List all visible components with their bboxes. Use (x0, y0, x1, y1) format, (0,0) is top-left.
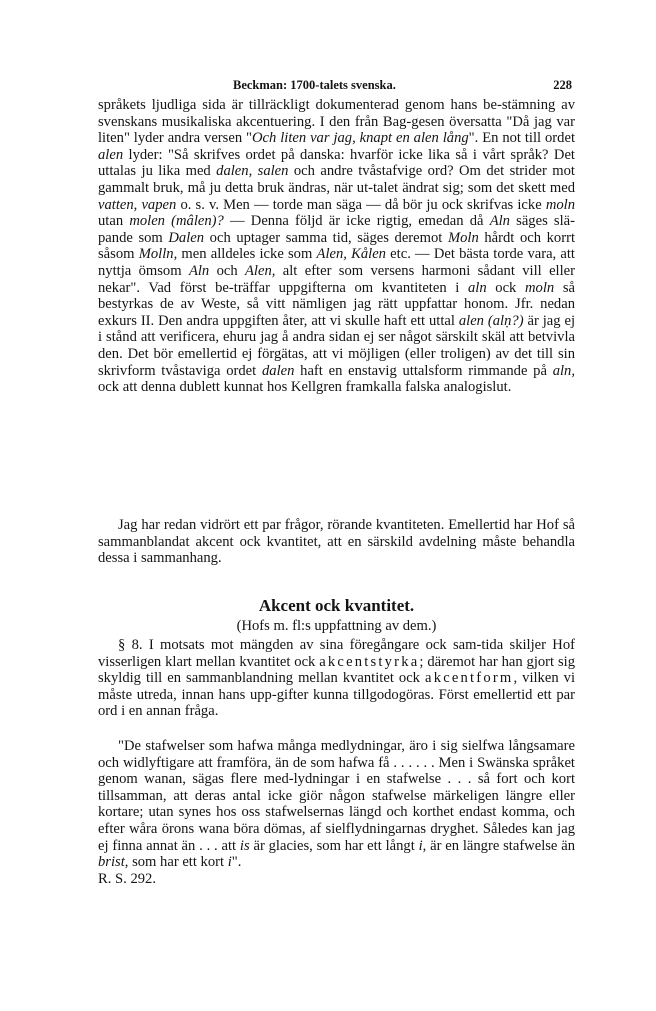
italic-run: brist (98, 854, 125, 871)
text-run: etc. — Det bästa torde vara, att nyttja ömsom (98, 246, 575, 279)
paragraph-section-8 (98, 637, 575, 720)
italic-run: aln, (552, 362, 575, 379)
italic-run: is (239, 837, 250, 854)
text-run: "De stafwelser som hafwa många medlydningar, äro i sig sielfwa långsamare och widlyftigare att framföra, än de som hafwa få . . . . . . Men i Swänska språket genom wanan, sägas flere med-lydningar i en stafwelse . . . så fort och kort tillsamman, att deras antal icke giör någon stafwelse märkeligen längre eller kortare; utan synes hos oss stafwelsernas längd och korthet endast komma, och efter wåra örons wana böra dömas, af sielflydningarnas dryghet. Således kan jag ej finna annat än . . . att (98, 738, 575, 854)
text-run: är jag ej i stånd att verificera, ehuru jag å andra sidan ej ser något särskilt skäl att betvivla den. Det bör emellertid ej förgätas, att vi möjligen (eller troligen) av det till sin skrivform tvåstaviga ordet (98, 312, 575, 379)
spaced-term: akcentstyrka (319, 653, 420, 670)
italic-run: salen (257, 163, 289, 180)
text-run: , (133, 196, 142, 213)
italic-run: dalen (216, 163, 249, 180)
paragraph-kellgren-aln (98, 97, 575, 396)
text-run: lyder: "Så skrifves ordet på danska: hvarför icke lika så i vårt språk? Det uttalas ju lika med (98, 146, 575, 180)
text-run: utan (98, 213, 130, 230)
italic-run: molen (mâlen)? (129, 213, 224, 230)
text-run: alt efter som versens harmoni sådant vill eller nekar". Vad först be-träffar uppgifterna om kvantiteten i (98, 262, 575, 296)
text-run: hårdt och korrt såsom (98, 229, 576, 263)
italic-run: i (227, 854, 232, 871)
citation-reference: R. S. 292. (98, 870, 156, 887)
italic-run: vapen (141, 196, 177, 213)
text-run: , som har ett kort (124, 854, 228, 871)
text-run: , är en längre stafwelse än (422, 837, 575, 854)
text-run: ock att denna dublett kunnat hos Kellgren framkalla falska analogislut. (98, 379, 512, 396)
text-run: språkets ljudliga sida är tillräckligt dokumenterad genom hans be-stämning av svenskans musikaliska akcentuering. I den från Bag-gesen översatta "Då jag var liten" lyder andra versen " (98, 97, 575, 147)
italic-run: vatten (98, 196, 134, 213)
italic-run: Alen, (245, 262, 276, 279)
text-run: — Denna följd är icke rigtig, emedan då (223, 213, 490, 230)
italic-run: Och liten var jag, knapt en alen lång (252, 130, 469, 147)
italic-run: moln (525, 279, 555, 296)
text-run: ". (231, 854, 242, 871)
text-run: ". En not till ordet (468, 130, 575, 147)
italic-run: alen (98, 146, 124, 163)
section-heading: Akcent ock kvantitet. (258, 596, 415, 615)
italic-run: dalen (261, 362, 295, 379)
italic-run: Alen, Kålen (316, 246, 386, 263)
section-subheading: (Hofs m. fl:s uppfattning av dem.) (236, 618, 437, 634)
text-run: och uptager samma tid, säges deremot (204, 229, 448, 246)
text-run: och andre tvåstafvige ord? Om det strider mot gammalt bruk, må ju detta bruk ändras, när ut-talet ändrat sig; som det skett med (98, 163, 575, 196)
text-run: haft en enstavig uttalsform rimmande på (294, 362, 553, 379)
italic-run: Dalen (168, 229, 205, 246)
running-header (98, 78, 572, 96)
page-number: 228 (553, 78, 572, 92)
text-run: ; däremot har han gjort sig skyldig till en sammanblandning mellan kvantitet ock (98, 653, 575, 687)
spaced-term: akcentform (425, 670, 514, 687)
text-run: ock (486, 279, 526, 296)
italic-run: Moln (447, 229, 479, 246)
text-run: , (248, 163, 258, 180)
block-quotation (98, 738, 575, 887)
running-title: Beckman: 1700-talets svenska. (233, 78, 396, 92)
text-run: säges slä-pande som (98, 213, 576, 246)
italic-run: aln (467, 279, 487, 296)
text-run: och (209, 262, 246, 279)
paragraph-kvantiteten: Jag har redan vidrört ett par frågor, rörande kvantiteten. Emellertid har Hof så sammanblandat akcent ock kvantitet, att en särskild avdelning måste behandla dessa i sammanhang. (98, 517, 575, 567)
text-run: o. s. v. Men — torde man säga — då bör ju ock skrifvas icke (176, 196, 546, 213)
text-run: , vilken vi måste utreda, innan hans upp-gifter kunna tillgodogöras. Först emellertid ett par ord i en annan fråga. (98, 670, 575, 720)
italic-run: Molln (138, 246, 174, 263)
text-run: , men alldeles icke som (173, 246, 317, 263)
text-run: så bestyrkas de av Weste, så vitt nämligen jag rätt uppfattar honom. Jfr. nedan exkurs II. Den andra uppgiften åter, att vi skulle haft ett uttal (98, 279, 576, 329)
italic-run: moln (545, 196, 575, 213)
text-run: § 8. I motsats mot mängden av sina föregångare ock sam-tida skiljer Hof visserligen klart mellan kvantitet ock (98, 637, 575, 670)
italic-run: Aln (489, 213, 510, 230)
italic-run: alen (alṇ?) (458, 312, 524, 329)
italic-run: Aln (188, 262, 210, 279)
italic-run: i (418, 837, 423, 854)
text-run: är glacies, som har ett långt (249, 837, 419, 854)
